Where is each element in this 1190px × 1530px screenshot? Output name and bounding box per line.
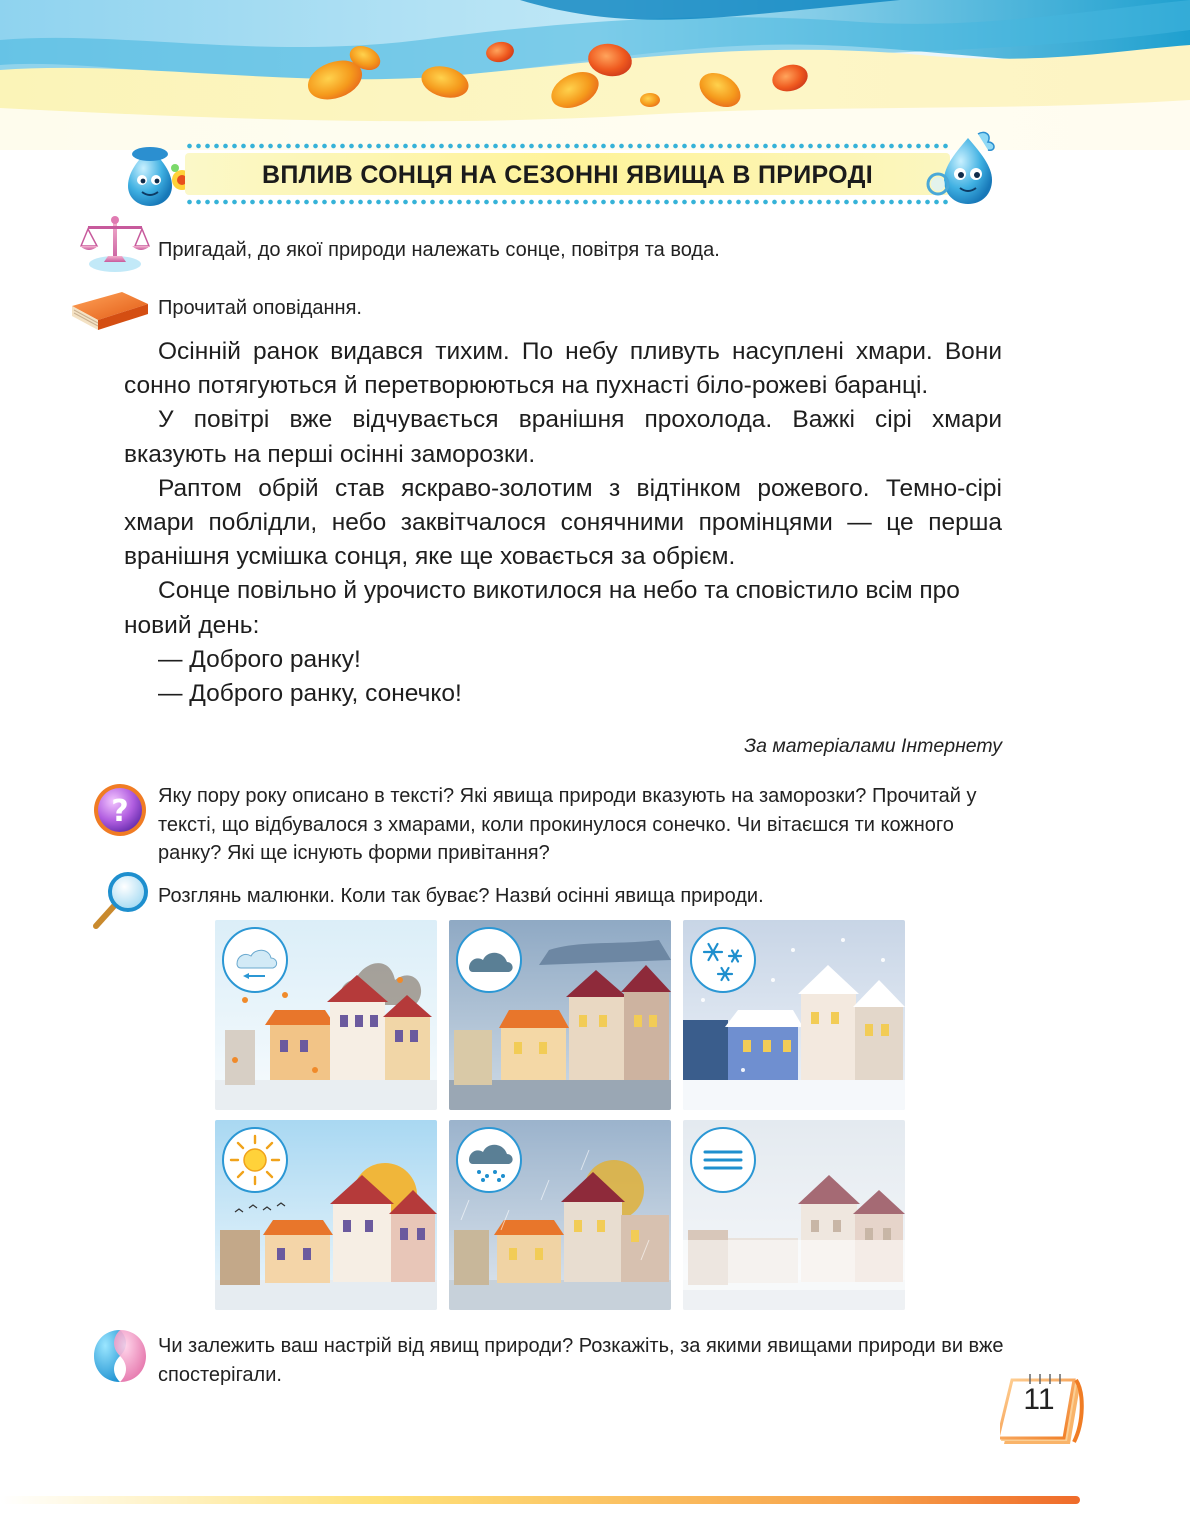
story-paragraph: Раптом обрій став яскраво-золотим з відтінком рожевого. Темно-сірі хмари поблідли, небо заквітчалося сонячними промінцями — це перша вранішня усмішка сонця, яке ще ховається за обрієм. bbox=[124, 474, 1002, 571]
story-paragraph: У повітрі вже відчувається вранішня прохолода. Важкі сірі хмари вказують на перші осінні заморозки. bbox=[124, 406, 1002, 468]
footer-line bbox=[0, 1496, 1080, 1504]
recall-prompt: Пригадай, до якої природи належать сонце, повітря та вода. bbox=[158, 239, 720, 261]
title-dots-top bbox=[185, 142, 950, 150]
discussion-icon bbox=[90, 1326, 150, 1386]
magnifying-glass-icon bbox=[92, 868, 154, 930]
water-drop-mascot-right-icon bbox=[922, 128, 1004, 208]
page-title: ВПЛИВ СОНЦЯ НА СЕЗОННІ ЯВИЩА В ПРИРОДІ bbox=[262, 161, 873, 189]
scene-sunny bbox=[215, 1120, 437, 1310]
scene-snowy bbox=[683, 920, 905, 1110]
questions-text: Яку пору року описано в тексті? Які явища природи вказують на заморозки? Прочитай у тексті, що відбувалося з хмарами, коли прокинулося сонечко. Чи вітаєшся ти кожного ранку? Які ще існують форми привітання? bbox=[158, 785, 977, 864]
scene-foggy bbox=[683, 1120, 905, 1310]
title-bar bbox=[185, 142, 950, 206]
discussion-text: Чи залежить ваш настрій від явищ природи? Розкажіть, за якими явищами природи ви вже спостерігали. bbox=[158, 1335, 1004, 1386]
title-dots-bottom bbox=[185, 198, 950, 206]
question-mark-icon bbox=[92, 782, 148, 838]
scene-rainy bbox=[449, 1120, 671, 1310]
observe-prompt: Розглянь малюнки. Коли так буває? Назви́ осінні явища природи. bbox=[158, 885, 764, 907]
weather-pictures-grid bbox=[215, 920, 905, 1310]
read-prompt: Прочитай оповідання. bbox=[158, 297, 362, 319]
story-paragraph: Сонце повільно й урочисто викотилося на небо та сповістило всім про новий день: bbox=[124, 577, 960, 639]
scene-cloudy bbox=[449, 920, 671, 1110]
story-paragraph: Осінній ранок видався тихим. По небу пливуть насуплені хмари. Вони сонно потягуються й перетворюються на пухнасті біло-рожеві баранці. bbox=[124, 338, 1002, 400]
top-decorative-banner bbox=[0, 0, 1190, 150]
source-attribution: За матеріалами Інтернету bbox=[744, 735, 1002, 757]
svg-text:?: ? bbox=[111, 794, 129, 829]
story-text bbox=[124, 335, 1002, 711]
dialog-line: — Доброго ранку! bbox=[158, 645, 361, 673]
dialog-line: — Доброго ранку, сонечко! bbox=[158, 680, 462, 708]
page-number: 11 bbox=[1023, 1383, 1055, 1416]
scene-windy bbox=[215, 920, 437, 1110]
scales-icon bbox=[80, 212, 150, 274]
book-icon bbox=[66, 290, 150, 334]
